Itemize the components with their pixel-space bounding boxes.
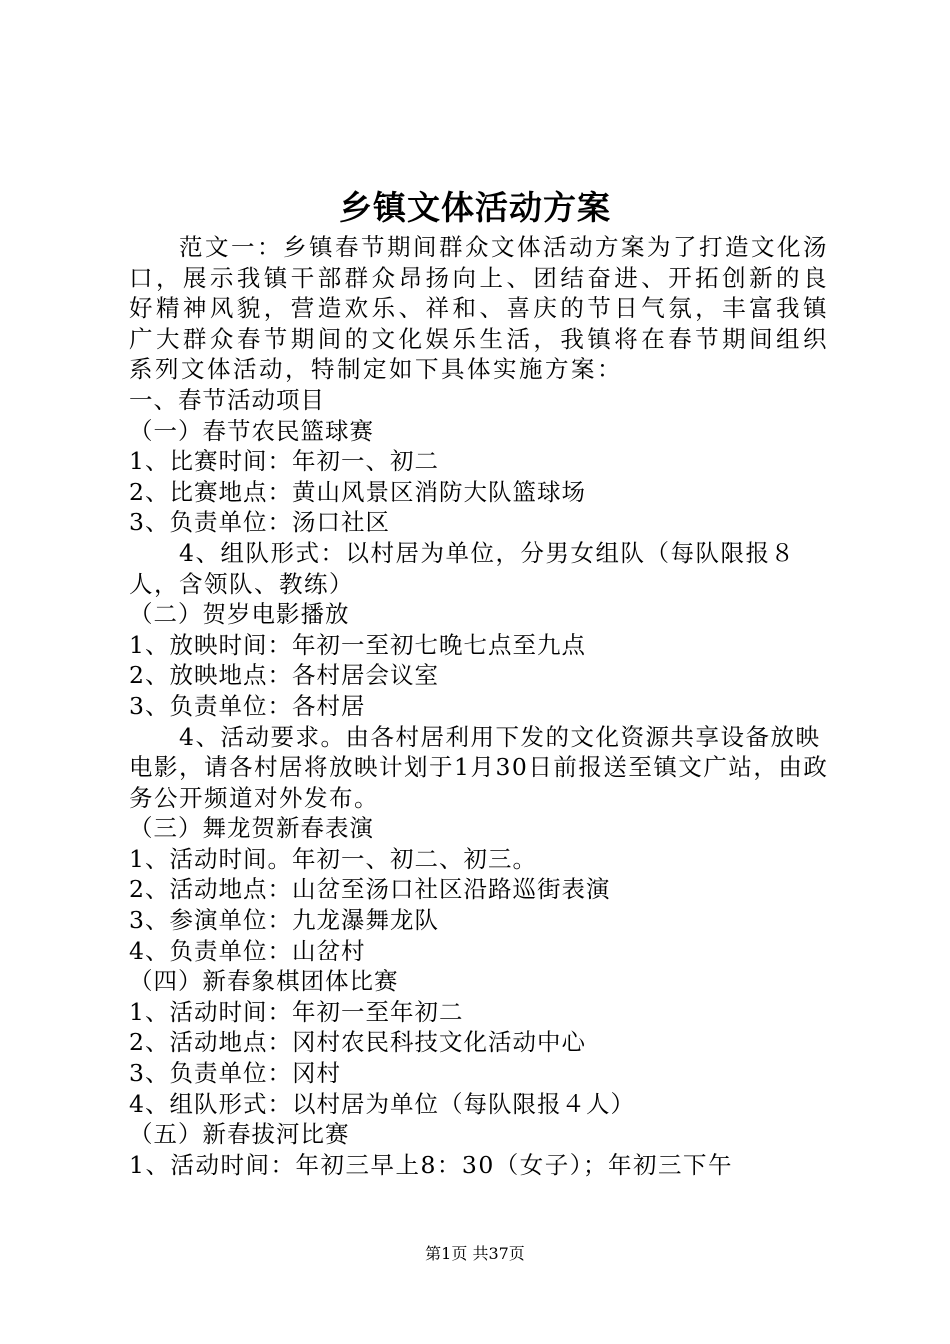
list-item: 3、负责单位：汤口社区 bbox=[129, 508, 390, 537]
list-item: 2、活动地点：山岔至汤口社区沿路巡街表演 bbox=[129, 875, 611, 904]
list-item: 4、活动要求。由各村居利用下发的文化资源共享设备放映电影，请各村居将放映计划于1月30日前报送至镇文广站，由政务公开频道对外发布。 bbox=[129, 722, 829, 812]
list-item: 2、比赛地点：黄山风景区消防大队篮球场 bbox=[129, 477, 586, 506]
subsection-heading-2: （二）贺岁电影播放 bbox=[129, 600, 350, 629]
list-item: 1、放映时间：年初一至初七晚七点至九点 bbox=[129, 630, 586, 659]
section-heading: 一、春节活动项目 bbox=[129, 385, 325, 414]
subsection-heading-4: （四）新春象棋团体比赛 bbox=[129, 967, 399, 996]
list-item: 2、活动地点：冈村农民科技文化活动中心 bbox=[129, 1028, 586, 1057]
list-item: 1、活动时间：年初三早上8：30（女子）；年初三下午 bbox=[129, 1150, 734, 1179]
page-footer: 第1页 共37页 bbox=[425, 1244, 525, 1263]
list-item: 3、负责单位：各村居 bbox=[129, 691, 366, 720]
intro-paragraph: 范文一：乡镇春节期间群众文体活动方案为了打造文化汤口，展示我镇干部群众昂扬向上、团结奋进、开拓创新的良好精神风貌，营造欢乐、祥和、喜庆的节日气氛，丰富我镇广大群众春节期间的文化娱乐生活，我镇将在春节期间组织系列文体活动，特制定如下具体实施方案： bbox=[129, 233, 829, 384]
list-item: 4、负责单位：山岔村 bbox=[129, 936, 366, 965]
list-item: 2、放映地点：各村居会议室 bbox=[129, 661, 439, 690]
list-item: 4、组队形式：以村居为单位，分男女组队（每队限报８人，含领队、教练） bbox=[129, 538, 796, 598]
list-item: 1、活动时间。年初一、初二、初三。 bbox=[129, 844, 537, 873]
list-item: 3、负责单位：冈村 bbox=[129, 1059, 341, 1088]
subsection-heading-3: （三）舞龙贺新春表演 bbox=[129, 814, 374, 843]
list-item: 1、比赛时间：年初一、初二 bbox=[129, 447, 439, 476]
document-title: 乡镇文体活动方案 bbox=[339, 188, 611, 227]
list-item: 4、组队形式：以村居为单位（每队限报４人） bbox=[129, 1089, 635, 1118]
list-item: 1、活动时间：年初一至年初二 bbox=[129, 997, 464, 1026]
subsection-heading-1: （一）春节农民篮球赛 bbox=[129, 416, 374, 445]
subsection-heading-5: （五）新春拔河比赛 bbox=[129, 1120, 350, 1149]
list-item: 3、参演单位：九龙瀑舞龙队 bbox=[129, 906, 439, 935]
document-body bbox=[129, 232, 829, 1180]
